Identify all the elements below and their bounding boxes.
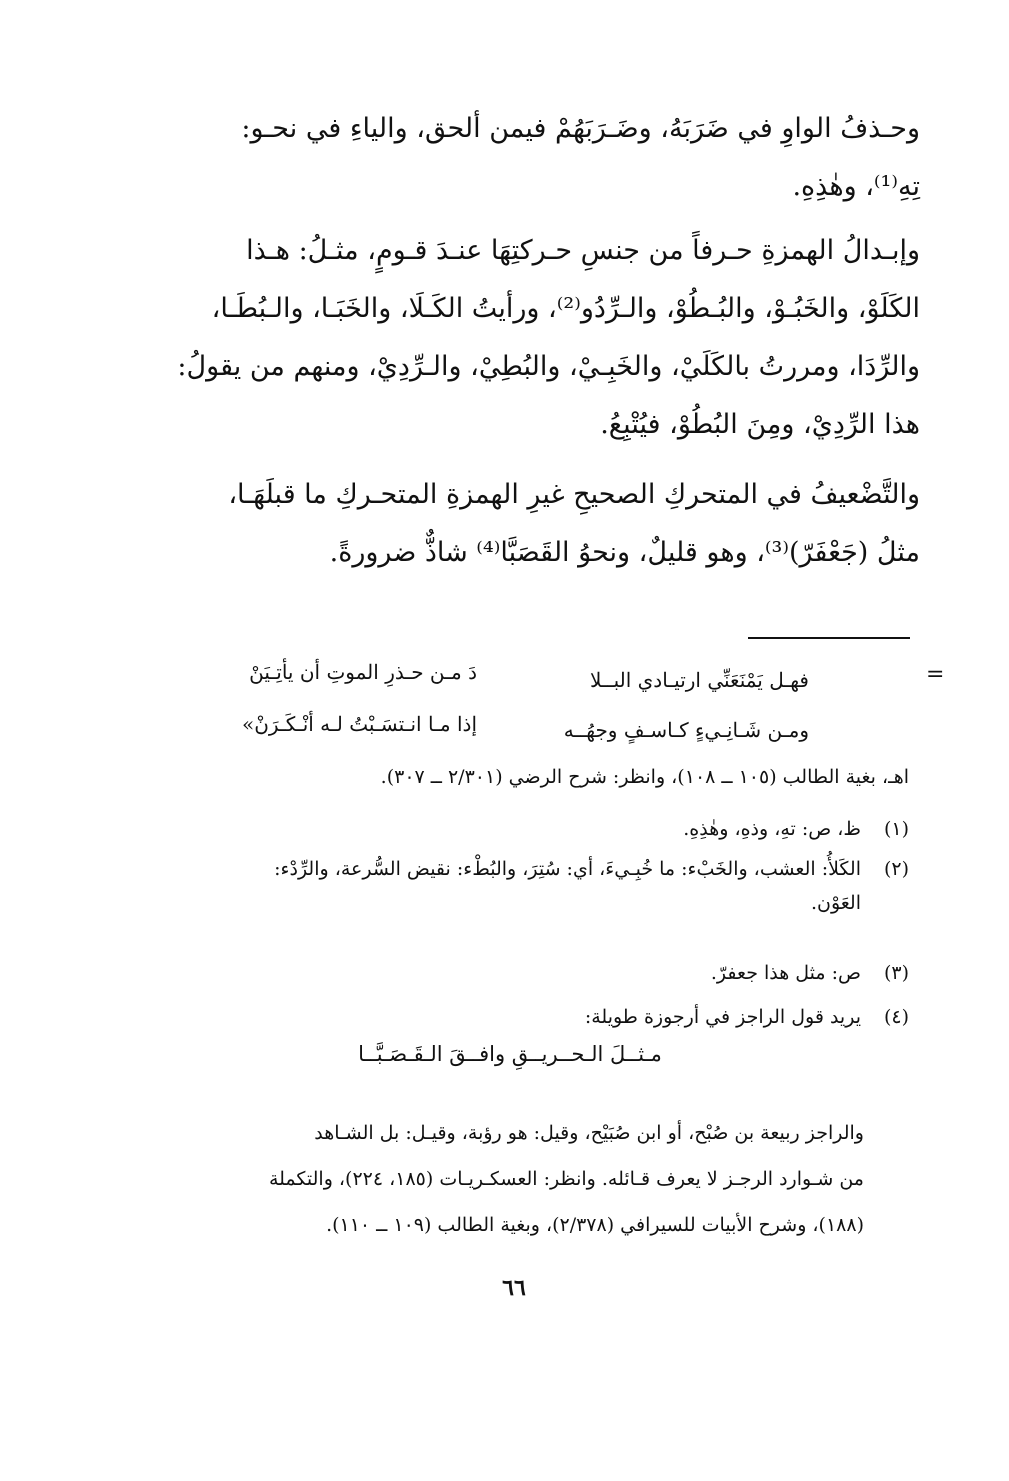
continuation-mark: = [926, 662, 945, 687]
footnote-3 [149, 956, 909, 990]
footnote-4 [149, 1000, 909, 1034]
body-line: مثلُ (جَعْفَرّ)⁽³⁾، وهو قليلٌ، ونحوُ القَصَبَّا⁽⁴⁾ شاذٌّ ضرورةً. [329, 537, 920, 568]
body-line: هذا الرِّدِيْ، ومِنَ البُطُوْ، فيُتْبِعُ. [600, 409, 920, 440]
verse-hemistich-right: ومـن شَـانِـيءٍ كـاسـفٍ وجهُــه [563, 718, 809, 742]
body-paragraph-3 [150, 466, 920, 582]
footnote-number: (٢) [883, 858, 909, 880]
footnote-text: ص: مثل هذا جعفرّ. [710, 962, 861, 984]
footnote-text: من شـوارد الرجـز لا يعرف قـائله. وانظر: العسكـريـات (١٨٥، ٢٢٤)، والتكملة [268, 1168, 864, 1190]
footnote-text: (١٨٨)، وشرح الأبيات للسيرافي (٢/٣٧٨)، وبغية الطالب (١٠٩ ــ ١١٠). [326, 1214, 864, 1236]
body-line: تِهِ⁽¹⁾، وهٰذِهِ. [792, 171, 920, 202]
footnote-text: العَوْن. [810, 892, 861, 914]
body-line: الكَلَوْ، والخَبُـوْ، والبُـطُوْ، والـرِّدُو⁽²⁾، ورأيتُ الكَـلَا، والخَبَـا، والـبُطَـا، [211, 293, 920, 324]
footnote-2 [149, 852, 909, 920]
footnote-source-line: اهـ، بغية الطالب (١٠٥ ــ ١٠٨)، وانظر: شرح الرضي (٢/٣٠١ ــ ٣٠٧). [380, 766, 909, 788]
footnote-text: ظ، ص: تهِ، وذهِ، وهٰذِهِ. [683, 818, 861, 840]
footnote-text: والراجز ربيعة بن صُبْح، أو ابن صُبَيْح، وقيل: هو رؤبة، وقيـل: بل الشـاهد [314, 1122, 864, 1144]
body-line: وإبـدالُ الهمزةِ حـرفاً من جنسِ حـركتِهَا عنـدَ قـومٍ، مثـلُ: هـذا [246, 235, 920, 266]
footnote-1 [149, 812, 909, 846]
footnote-number: (٣) [883, 962, 909, 984]
footnote-text: يريد قول الراجز في أرجوزة طويلة: [584, 1006, 861, 1028]
page-number: ٦٦ [502, 1275, 526, 1301]
body-paragraph-1 [150, 100, 920, 216]
body-line: وحـذفُ الواوِ في ضَرَبَهُ، وضَـرَبَهُمْ فيمن ألحق، والياءِ في نحـو: [241, 113, 920, 144]
footnote-4-continuation [164, 1110, 864, 1248]
verse-hemistich-left: دَ مـن حـذرِ الموتِ أن يأتِـيَنْ [249, 660, 477, 684]
footnote-text: الكَلأُ: العشب، والخَبْء: ما خُبِـيءَ، أي: سُتِرَ، والبُطْء: نقيض السُّرعة، والرِّدْء: [274, 858, 861, 880]
verse-hemistich-right: فهـل يَمْنَعَنِّي ارتيـادي البــلا [589, 668, 809, 692]
body-line: والرِّدَا، ومررتُ بالكَلَيْ، والخَبِـيْ، والبُطِيْ، والـرِّدِيْ، ومنهم من يقولُ: [177, 351, 920, 382]
footnote-separator [748, 637, 910, 639]
body-paragraph-2 [150, 222, 920, 454]
footnote-number: (٤) [883, 1006, 909, 1028]
verse-hemistich-left: إذا مـا انـتسَـبْتُ لـه أنْـكَـرَنْ» [241, 712, 477, 736]
rajaz-verse: مـثــلَ الـحــريــقِ وافــقَ الـقَـصَـبَّــا [358, 1042, 662, 1066]
body-line: والتَّضْعيفُ في المتحركِ الصحيحِ غيرِ الهمزةِ المتحـركِ ما قبلَهَـا، [228, 479, 920, 510]
footnote-number: (١) [883, 818, 909, 840]
